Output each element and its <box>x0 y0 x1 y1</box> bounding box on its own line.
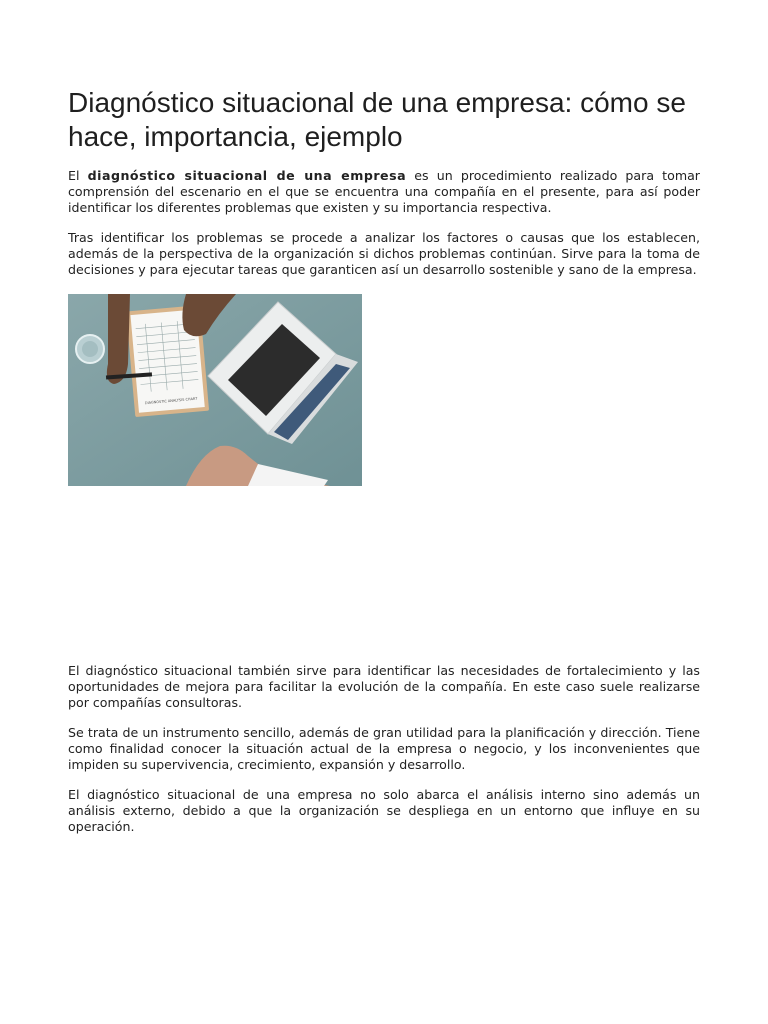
article <box>68 86 700 849</box>
paragraph-4: Se trata de un instrumento sencillo, además de gran utilidad para la planificación y dirección. Tiene como finalidad conocer la situación actual de la empresa o negocio, y los inconvenientes que impiden su supervivencia, crecimiento, expansión y desarrollo. <box>68 725 700 772</box>
article-title: Diagnóstico situacional de una empresa: cómo se hace, importancia, ejemplo <box>68 87 686 152</box>
office-desk-photo <box>68 294 362 486</box>
paragraph-3: El diagnóstico situacional también sirve para identificar las necesidades de fortalecimiento y las oportunidades de mejora para facilitar la evolución de la compañía. En este caso suele realizarse por compañías consultoras. <box>68 663 700 710</box>
paragraph-1 <box>68 168 700 216</box>
key-term: diagnóstico situacional de una empresa <box>87 168 407 183</box>
glass-icon <box>76 335 104 363</box>
paragraph-2: Tras identificar los problemas se procede a analizar los factores o causas que los establecen, además de la perspectiva de la organización si dichos problemas continúan. Sirve para la toma de decisiones y para ejecutar tareas que garanticen así un desarrollo sostenible y sano de la empresa. <box>68 230 700 277</box>
paragraph-1-rest: es un procedimiento realizado para tomar comprensión del escenario en el que se encuentra una compañía en el presente, para así poder identificar los diferentes problemas que existen y su importancia respectiva. <box>68 168 700 215</box>
clipboard-caption: DIAGNOSTIC ANALYSIS CHART <box>144 396 198 406</box>
blank-space <box>68 486 700 663</box>
paragraph-1-lead: El <box>68 168 88 183</box>
paragraph-5: El diagnóstico situacional de una empresa no solo abarca el análisis interno sino además un análisis externo, debido a que la organización se despliega en un entorno que influye en su operación. <box>68 787 700 834</box>
